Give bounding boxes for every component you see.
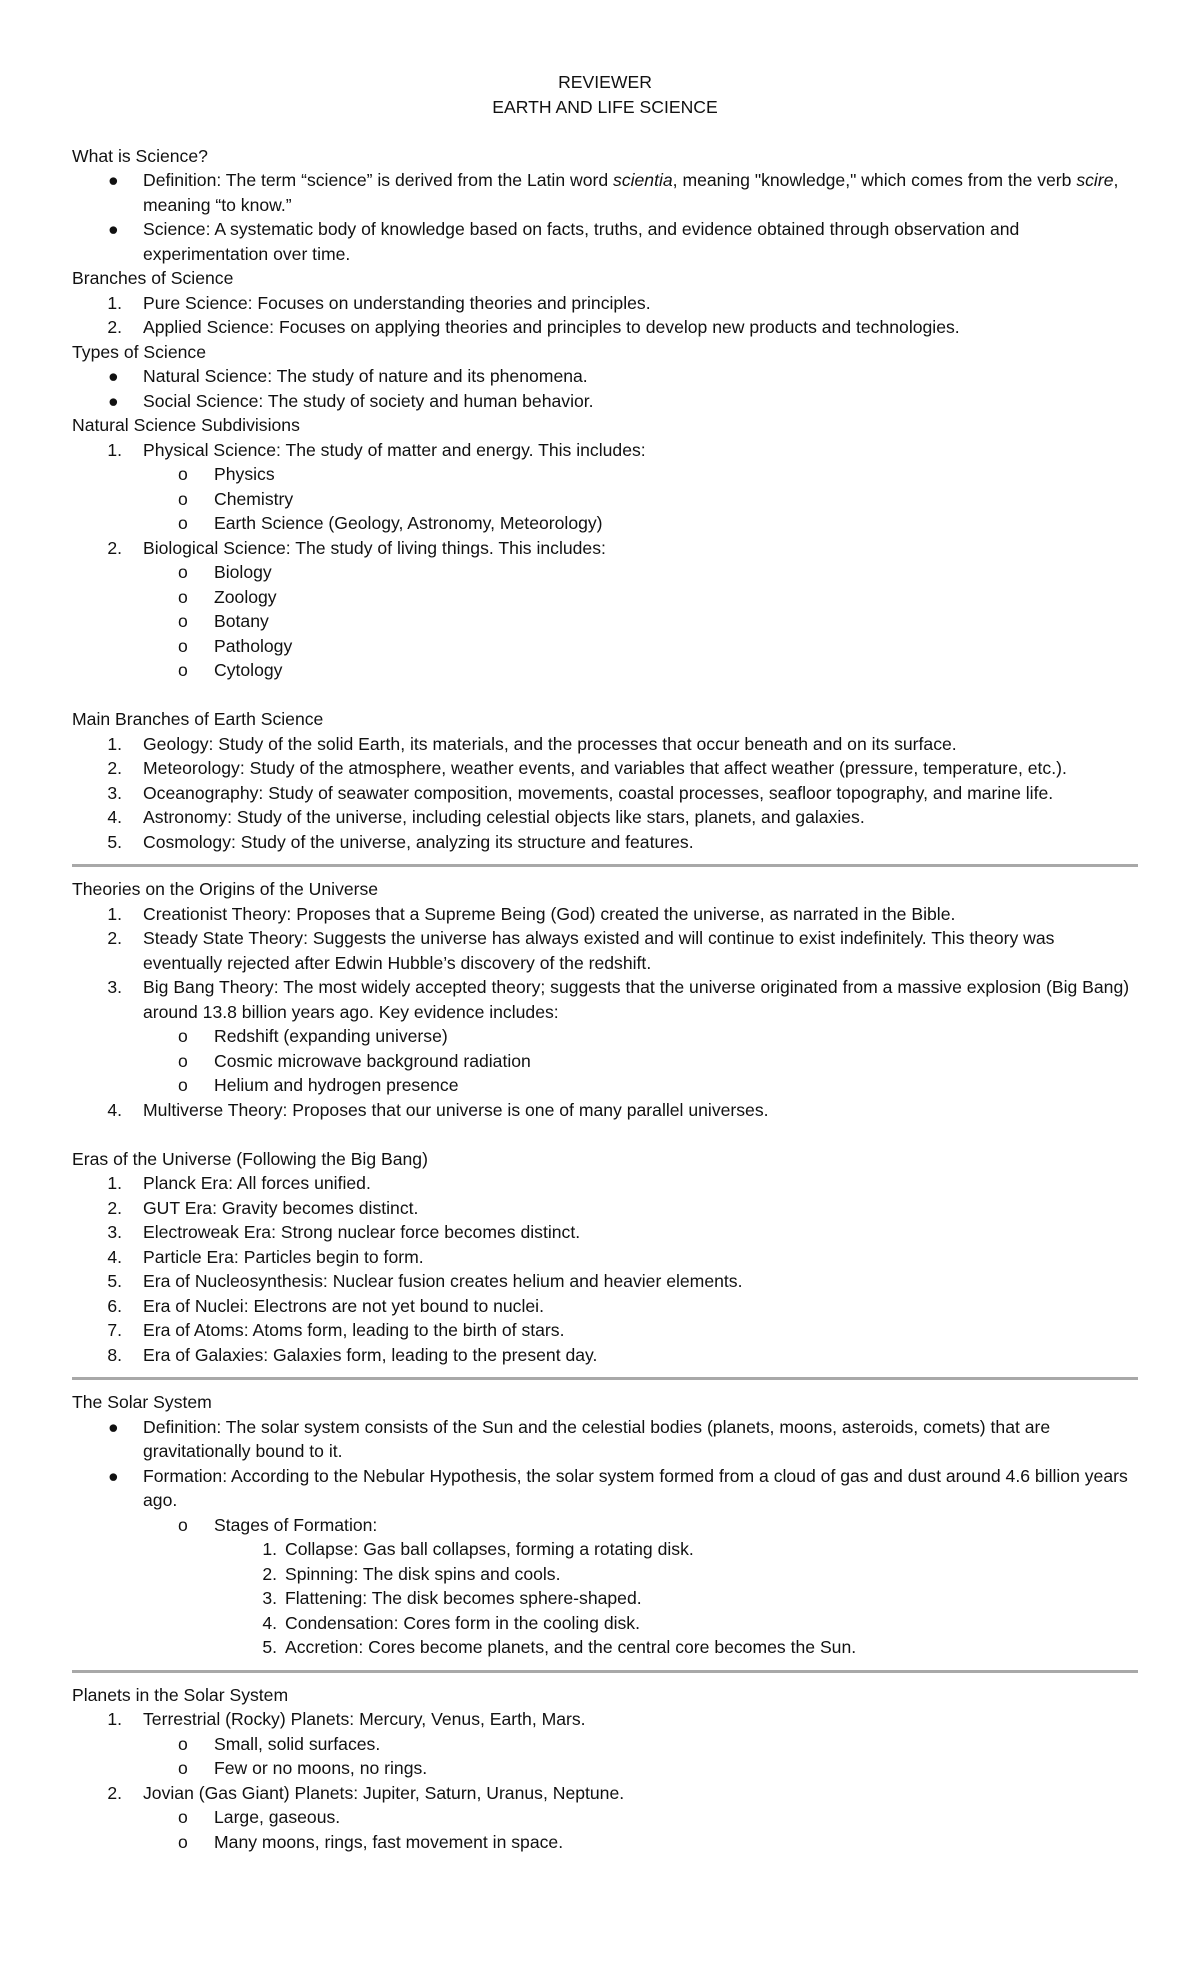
numbered-item: 3. Oceanography: Study of seawater composition, movements, coastal processes, seafloor topography, and marine life.: [107, 782, 1054, 803]
section-heading: Branches of Science: [72, 268, 234, 288]
sub-item: o Stages of Formation:: [178, 1514, 378, 1535]
numbered-item: 5. Era of Nucleosynthesis: Nuclear fusion creates helium and heavier elements.: [107, 1271, 743, 1291]
numbered-item: 7. Era of Atoms: Atoms form, leading to the birth of stars.: [107, 1320, 565, 1340]
numbered-item: 2. Jovian (Gas Giant) Planets: Jupiter, Saturn, Uranus, Neptune.: [107, 1782, 625, 1803]
horizontal-rule: [72, 1377, 1138, 1380]
section-heading: Eras of the Universe (Following the Big Bang): [72, 1148, 428, 1169]
numbered-item: 2. Biological Science: The study of living things. This includes:: [107, 537, 606, 558]
numbered-item: 3. Electroweak Era: Strong nuclear force becomes distinct.: [107, 1222, 581, 1242]
numbered-item: 1. Pure Science: Focuses on understanding theories and principles.: [107, 292, 651, 313]
numbered-item: 6. Era of Nuclei: Electrons are not yet bound to nuclei.: [107, 1295, 544, 1316]
stage-item: 5. Accretion: Cores become planets, and the central core becomes the Sun.: [262, 1637, 857, 1657]
spacer: [72, 119, 1138, 144]
sub-item: o Many moons, rings, fast movement in space.: [178, 1831, 564, 1852]
numbered-item: 1. Physical Science: The study of matter and energy. This includes:: [107, 439, 646, 460]
sub-item: o Redshift (expanding universe): [178, 1026, 448, 1046]
numbered-item: 2. GUT Era: Gravity becomes distinct.: [107, 1197, 419, 1218]
sub-item: o Botany: [178, 611, 269, 631]
horizontal-rule: [72, 864, 1138, 867]
sub-item: o Pathology: [178, 635, 293, 656]
sub-item: o Physics: [178, 464, 275, 484]
sub-item: o Zoology: [178, 586, 277, 607]
sub-item: o Large, gaseous.: [178, 1807, 341, 1827]
sub-item: o Chemistry: [178, 488, 294, 509]
bullet-marker: ●: [108, 170, 119, 190]
sub-item: o Cosmic microwave background radiation: [178, 1050, 531, 1071]
numbered-item: 2. Steady State Theory: Suggests the universe has always existed and will continue to exist indefinitely. This theory was eventually rejected after Edwin Hubble’s discovery of the redshift.: [107, 928, 1055, 973]
section-heading: Planets in the Solar System: [72, 1684, 289, 1705]
spacer: [72, 683, 1138, 708]
numbered-item: 1. Planck Era: All forces unified.: [107, 1173, 371, 1193]
document-page: [72, 70, 1138, 1854]
bullet-item: ● Formation: According to the Nebular Hypothesis, the solar system formed from a cloud of gas and dust around 4.6 billion years ago.: [108, 1465, 1128, 1510]
section-heading: Types of Science: [72, 341, 206, 362]
numbered-item: 5. Cosmology: Study of the universe, analyzing its structure and features.: [107, 831, 694, 852]
section-heading: What is Science?: [72, 145, 208, 166]
section-heading: Natural Science Subdivisions: [72, 415, 300, 435]
stage-item: 3. Flattening: The disk becomes sphere-shaped.: [262, 1588, 642, 1608]
numbered-item: 4. Multiverse Theory: Proposes that our universe is one of many parallel universes.: [107, 1099, 769, 1120]
numbered-item: 1. Geology: Study of the solid Earth, its materials, and the processes that occur beneath and on its surface.: [107, 733, 957, 754]
sub-item: o Small, solid surfaces.: [178, 1733, 381, 1754]
bullet-marker: ●: [108, 219, 119, 239]
sub-item: o Cytology: [178, 660, 283, 680]
bullet-item: ● Definition: The solar system consists of the Sun and the celestial bodies (planets, moons, asteroids, comets) that are gravitationally bound to it.: [108, 1416, 1051, 1461]
sub-item: o Earth Science (Geology, Astronomy, Meteorology): [178, 513, 603, 533]
numbered-item: 8. Era of Galaxies: Galaxies form, leading to the present day.: [107, 1344, 598, 1365]
sub-item: o Biology: [178, 562, 272, 582]
stage-item: 4. Condensation: Cores form in the cooling disk.: [262, 1612, 640, 1633]
section-heading: The Solar System: [72, 1392, 212, 1412]
section-heading: Theories on the Origins of the Universe: [72, 879, 379, 899]
bullet-item: ● Social Science: The study of society and human behavior.: [108, 390, 594, 411]
document-title: REVIEWER: [558, 72, 652, 92]
stage-item: 1. Collapse: Gas ball collapses, forming a rotating disk.: [262, 1539, 694, 1559]
sub-item: o Few or no moons, no rings.: [178, 1758, 428, 1778]
numbered-item: 3. Big Bang Theory: The most widely accepted theory; suggests that the universe originated from a massive explosion (Big Bang) around 13.8 billion years ago. Key evidence includes:: [107, 977, 1130, 1022]
section-heading: Main Branches of Earth Science: [72, 709, 324, 729]
spacer: [72, 1122, 1138, 1147]
document-subtitle: EARTH AND LIFE SCIENCE: [492, 96, 718, 117]
sub-item: o Helium and hydrogen presence: [178, 1075, 459, 1095]
horizontal-rule: [72, 1670, 1138, 1673]
numbered-item: 4. Astronomy: Study of the universe, including celestial objects like stars, planets, and galaxies.: [107, 807, 865, 827]
stage-item: 2. Spinning: The disk spins and cools.: [262, 1563, 561, 1584]
numbered-item: 2. Meteorology: Study of the atmosphere, weather events, and variables that affect weather (pressure, temperature, etc.).: [107, 758, 1067, 778]
numbered-item: 4. Particle Era: Particles begin to form.: [107, 1246, 424, 1267]
numbered-item: 1. Creationist Theory: Proposes that a Supreme Being (God) created the universe, as narrated in the Bible.: [107, 903, 956, 924]
bullet-item: ● Natural Science: The study of nature and its phenomena.: [108, 366, 588, 386]
bullet-item: ● Definition: The term “science” is derived from the Latin word scientia, meaning "knowledge," which comes from the verb scire, meaning “to know.”: [108, 170, 1119, 215]
numbered-item: 1. Terrestrial (Rocky) Planets: Mercury, Venus, Earth, Mars.: [107, 1709, 586, 1729]
bullet-item: ● Science: A systematic body of knowledge based on facts, truths, and evidence obtained through observation and experimentation over time.: [108, 219, 1020, 264]
numbered-item: 2. Applied Science: Focuses on applying theories and principles to develop new products and technologies.: [107, 317, 960, 337]
